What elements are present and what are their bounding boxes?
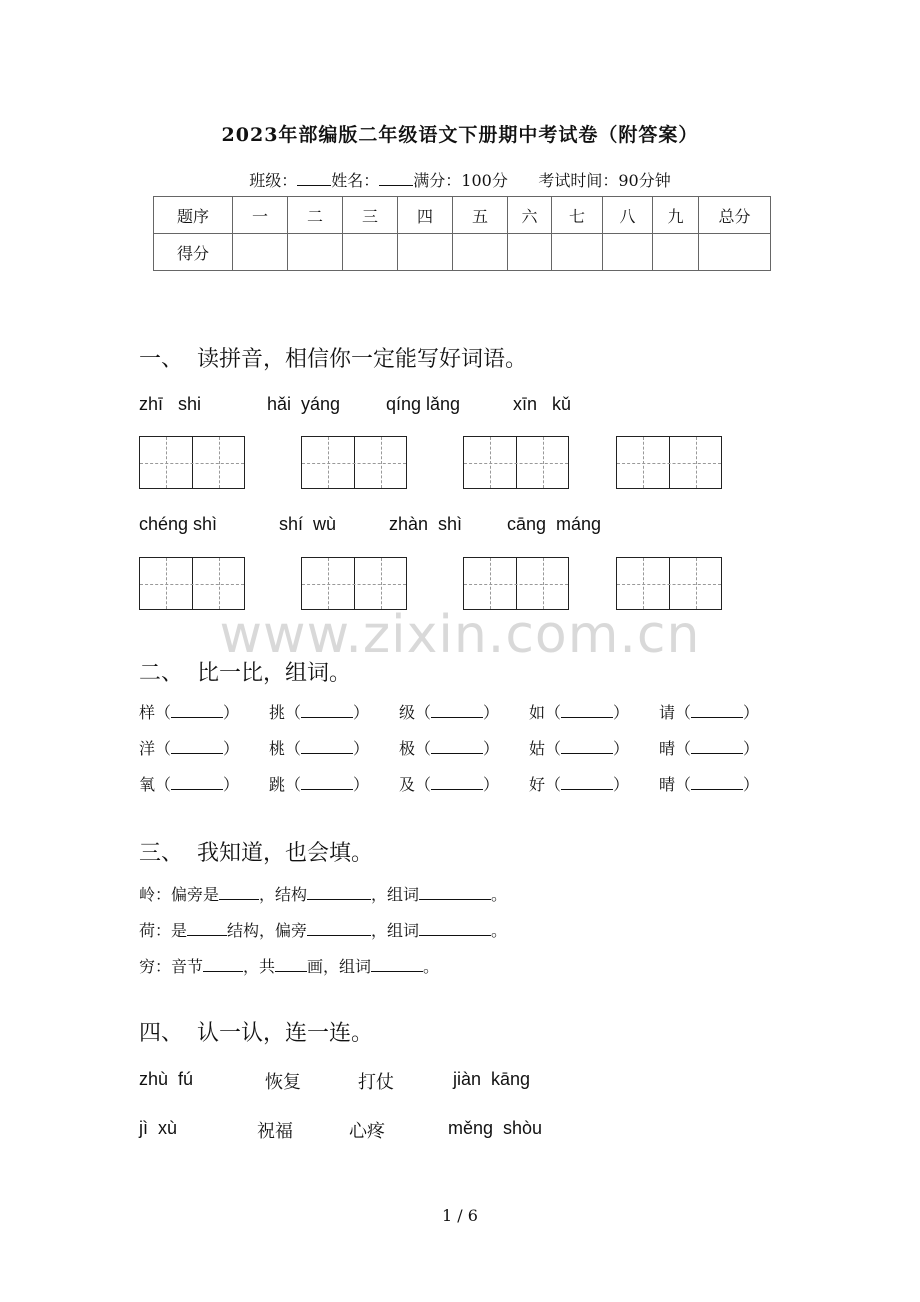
pinyin-1: zhī shi: [139, 394, 202, 414]
fill-line-2: [139, 918, 507, 941]
open-paren: （: [285, 775, 302, 794]
compare-char: 好: [529, 775, 546, 794]
close-paren: ）: [223, 775, 240, 794]
header-cell: 九: [653, 197, 699, 234]
score-table-header-row: [154, 197, 771, 234]
word-blank[interactable]: [691, 775, 743, 790]
compare-item: [659, 700, 759, 723]
writing-grid[interactable]: [301, 436, 407, 489]
score-cell[interactable]: [699, 234, 771, 271]
writing-grid[interactable]: [139, 436, 245, 489]
pinyin-2: hǎi yáng: [267, 394, 341, 414]
score-cell[interactable]: [233, 234, 288, 271]
fill-blank[interactable]: [371, 957, 423, 972]
score-table: [153, 196, 771, 271]
match-pinyin-3[interactable]: jì xù: [139, 1118, 178, 1138]
compare-item: [399, 736, 499, 759]
fill-text: 。: [423, 957, 440, 976]
header-cell: 三: [343, 197, 398, 234]
section3-title: 三、 我知道，也会填。: [139, 841, 373, 866]
fill-text: 。: [491, 921, 508, 940]
close-paren: ）: [483, 775, 500, 794]
open-paren: （: [675, 775, 692, 794]
compare-char: 洋: [139, 739, 156, 758]
open-paren: （: [415, 739, 432, 758]
fill-blank[interactable]: [419, 885, 491, 900]
header-cell: 二: [288, 197, 343, 234]
open-paren: （: [545, 703, 562, 722]
fill-text: 。: [491, 885, 508, 904]
page-title: 2023年部编版二年级语文下册期中考试卷（附答案）: [221, 124, 699, 146]
row-label: 得分: [154, 234, 233, 271]
compare-item: [269, 700, 369, 723]
writing-grid[interactable]: [616, 436, 722, 489]
pinyin-8: cāng máng: [507, 514, 602, 534]
section4-title: 四、 认一认，连一连。: [139, 1021, 373, 1046]
compare-char: 请: [659, 703, 676, 722]
fill-blank[interactable]: [275, 957, 307, 972]
compare-char: 极: [399, 739, 416, 758]
close-paren: ）: [353, 703, 370, 722]
word-blank[interactable]: [691, 739, 743, 754]
header-cell: 八: [603, 197, 653, 234]
compare-char: 及: [399, 775, 416, 794]
compare-char: 桃: [269, 739, 286, 758]
section2-title: 二、 比一比，组词。: [139, 661, 351, 686]
close-paren: ）: [483, 739, 500, 758]
fill-text: ，共: [243, 957, 276, 976]
score-cell[interactable]: [653, 234, 699, 271]
pinyin-4: xīn kǔ: [513, 394, 572, 414]
page-number: 1 / 6: [442, 1206, 478, 1225]
match-word-1[interactable]: 恢复: [265, 1072, 301, 1093]
open-paren: （: [675, 703, 692, 722]
match-word-4[interactable]: 心疼: [349, 1121, 385, 1142]
header-cell: 六: [508, 197, 552, 234]
word-blank[interactable]: [431, 703, 483, 718]
score-table-score-row: [154, 234, 771, 271]
compare-char: 氧: [139, 775, 156, 794]
compare-item: [399, 772, 499, 795]
compare-char: 跳: [269, 775, 286, 794]
compare-item: [269, 736, 369, 759]
fill-text: 结构，偏旁: [227, 921, 308, 940]
writing-grid[interactable]: [301, 557, 407, 610]
open-paren: （: [415, 775, 432, 794]
header-cell: 题序: [154, 197, 233, 234]
fill-blank[interactable]: [203, 957, 243, 972]
compare-item: [139, 772, 239, 795]
pinyin-6: shí wù: [279, 514, 337, 534]
word-blank[interactable]: [561, 775, 613, 790]
close-paren: ）: [353, 739, 370, 758]
score-cell[interactable]: [343, 234, 398, 271]
compare-item: [139, 736, 239, 759]
fill-line-1: [139, 882, 507, 905]
writing-grid[interactable]: [616, 557, 722, 610]
score-cell[interactable]: [603, 234, 653, 271]
open-paren: （: [155, 703, 172, 722]
fill-blank[interactable]: [419, 921, 491, 936]
word-blank[interactable]: [561, 703, 613, 718]
writing-grid[interactable]: [139, 557, 245, 610]
time-label: 考试时间：90分钟: [538, 171, 671, 190]
fill-blank[interactable]: [307, 921, 371, 936]
header-cell: 一: [233, 197, 288, 234]
section1-title: 一、 读拼音，相信你一定能写好词语。: [139, 347, 527, 372]
compare-char: 如: [529, 703, 546, 722]
open-paren: （: [155, 739, 172, 758]
match-word-3[interactable]: 祝福: [257, 1121, 293, 1142]
score-label: 满分：100分: [413, 171, 508, 190]
watermark: www.zixin.com.cn: [219, 605, 701, 665]
score-cell[interactable]: [552, 234, 603, 271]
compare-item: [659, 772, 759, 795]
score-cell[interactable]: [508, 234, 552, 271]
close-paren: ）: [743, 775, 760, 794]
compare-item: [399, 700, 499, 723]
compare-item: [139, 700, 239, 723]
fill-text: 荷：是: [139, 921, 188, 940]
open-paren: （: [545, 775, 562, 794]
match-pinyin-4[interactable]: měng shòu: [448, 1118, 543, 1138]
compare-item: [659, 736, 759, 759]
compare-char: 晴: [659, 775, 676, 794]
compare-char: 挑: [269, 703, 286, 722]
word-blank[interactable]: [431, 775, 483, 790]
writing-grid[interactable]: [463, 557, 569, 610]
open-paren: （: [415, 703, 432, 722]
fill-text: ，组词: [371, 921, 420, 940]
score-cell[interactable]: [398, 234, 453, 271]
match-pinyin-1[interactable]: zhù fú: [139, 1069, 194, 1089]
compare-char: 姑: [529, 739, 546, 758]
compare-char: 级: [399, 703, 416, 722]
compare-char: 晴: [659, 739, 676, 758]
word-blank[interactable]: [301, 739, 353, 754]
exam-info: [0, 168, 920, 191]
name-label: 姓名：: [331, 171, 380, 190]
word-blank[interactable]: [301, 775, 353, 790]
fill-line-3: [139, 954, 439, 977]
compare-item: [529, 700, 629, 723]
score-cell[interactable]: [288, 234, 343, 271]
word-blank[interactable]: [171, 739, 223, 754]
fill-blank[interactable]: [307, 885, 371, 900]
class-blank[interactable]: [297, 171, 331, 186]
fill-text: ，结构: [259, 885, 308, 904]
close-paren: ）: [223, 703, 240, 722]
close-paren: ）: [223, 739, 240, 758]
compare-char: 样: [139, 703, 156, 722]
fill-text: 穷：音节: [139, 957, 204, 976]
close-paren: ）: [613, 739, 630, 758]
word-blank[interactable]: [691, 703, 743, 718]
header-cell: 总分: [699, 197, 771, 234]
open-paren: （: [285, 739, 302, 758]
compare-item: [529, 772, 629, 795]
fill-text: 岭：偏旁是: [139, 885, 220, 904]
open-paren: （: [545, 739, 562, 758]
close-paren: ）: [483, 703, 500, 722]
match-pinyin-2[interactable]: jiàn kāng: [453, 1069, 531, 1089]
header-cell: 四: [398, 197, 453, 234]
fill-blank[interactable]: [219, 885, 259, 900]
close-paren: ）: [353, 775, 370, 794]
word-blank[interactable]: [431, 739, 483, 754]
word-blank[interactable]: [561, 739, 613, 754]
class-label: 班级：: [249, 171, 298, 190]
compare-item: [529, 736, 629, 759]
word-blank[interactable]: [301, 703, 353, 718]
compare-item: [269, 772, 369, 795]
match-word-2[interactable]: 打仗: [358, 1072, 394, 1093]
header-cell: 五: [453, 197, 508, 234]
name-blank[interactable]: [379, 171, 413, 186]
close-paren: ）: [613, 775, 630, 794]
close-paren: ）: [743, 703, 760, 722]
open-paren: （: [155, 775, 172, 794]
fill-blank[interactable]: [187, 921, 227, 936]
score-cell[interactable]: [453, 234, 508, 271]
header-cell: 七: [552, 197, 603, 234]
pinyin-7: zhàn shì: [389, 514, 463, 534]
word-blank[interactable]: [171, 775, 223, 790]
fill-text: 画，组词: [307, 957, 372, 976]
pinyin-3: qíng lǎng: [386, 394, 461, 414]
close-paren: ）: [613, 703, 630, 722]
fill-text: ，组词: [371, 885, 420, 904]
pinyin-5: chéng shì: [139, 514, 218, 534]
open-paren: （: [675, 739, 692, 758]
open-paren: （: [285, 703, 302, 722]
writing-grid[interactable]: [463, 436, 569, 489]
close-paren: ）: [743, 739, 760, 758]
word-blank[interactable]: [171, 703, 223, 718]
